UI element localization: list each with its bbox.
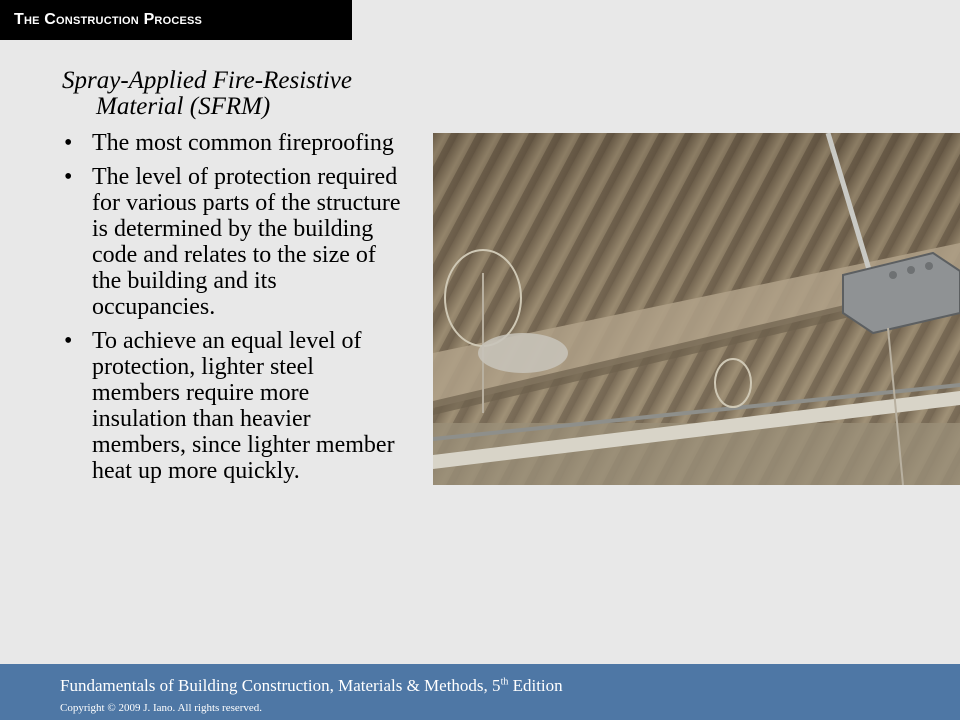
bullet-icon: • xyxy=(64,328,73,354)
sfrm-ceiling-photo xyxy=(433,133,960,485)
bullet-item xyxy=(62,328,402,484)
book-title: Fundamentals of Building Construction, Materials & Methods, 5th Edition xyxy=(60,676,563,695)
bullet-text: To achieve an equal level of protection, lighter steel members require more insulation than heavier members, since lighter member heat up more quickly. xyxy=(92,328,395,484)
bullet-list xyxy=(62,130,402,492)
slide-heading xyxy=(62,68,422,120)
heading-line-1: Spray-Applied Fire-Resistive xyxy=(62,67,352,94)
bullet-icon: • xyxy=(64,164,73,190)
bullet-item xyxy=(62,130,402,156)
section-header xyxy=(0,0,352,40)
footer-bar xyxy=(0,664,960,720)
bullet-text: The level of protection required for various parts of the structure is determined by the building code and relates to the size of the building and its occupancies. xyxy=(92,164,401,320)
bullet-icon: • xyxy=(64,130,73,156)
bullet-text: The most common fireproofing xyxy=(92,130,394,156)
section-header-title: The Construction Process xyxy=(14,11,203,28)
heading-line-2: Material (SFRM) xyxy=(96,93,271,120)
copyright-notice: Copyright © 2009 J. Iano. All rights reserved. xyxy=(60,702,263,714)
bullet-item xyxy=(62,164,402,320)
